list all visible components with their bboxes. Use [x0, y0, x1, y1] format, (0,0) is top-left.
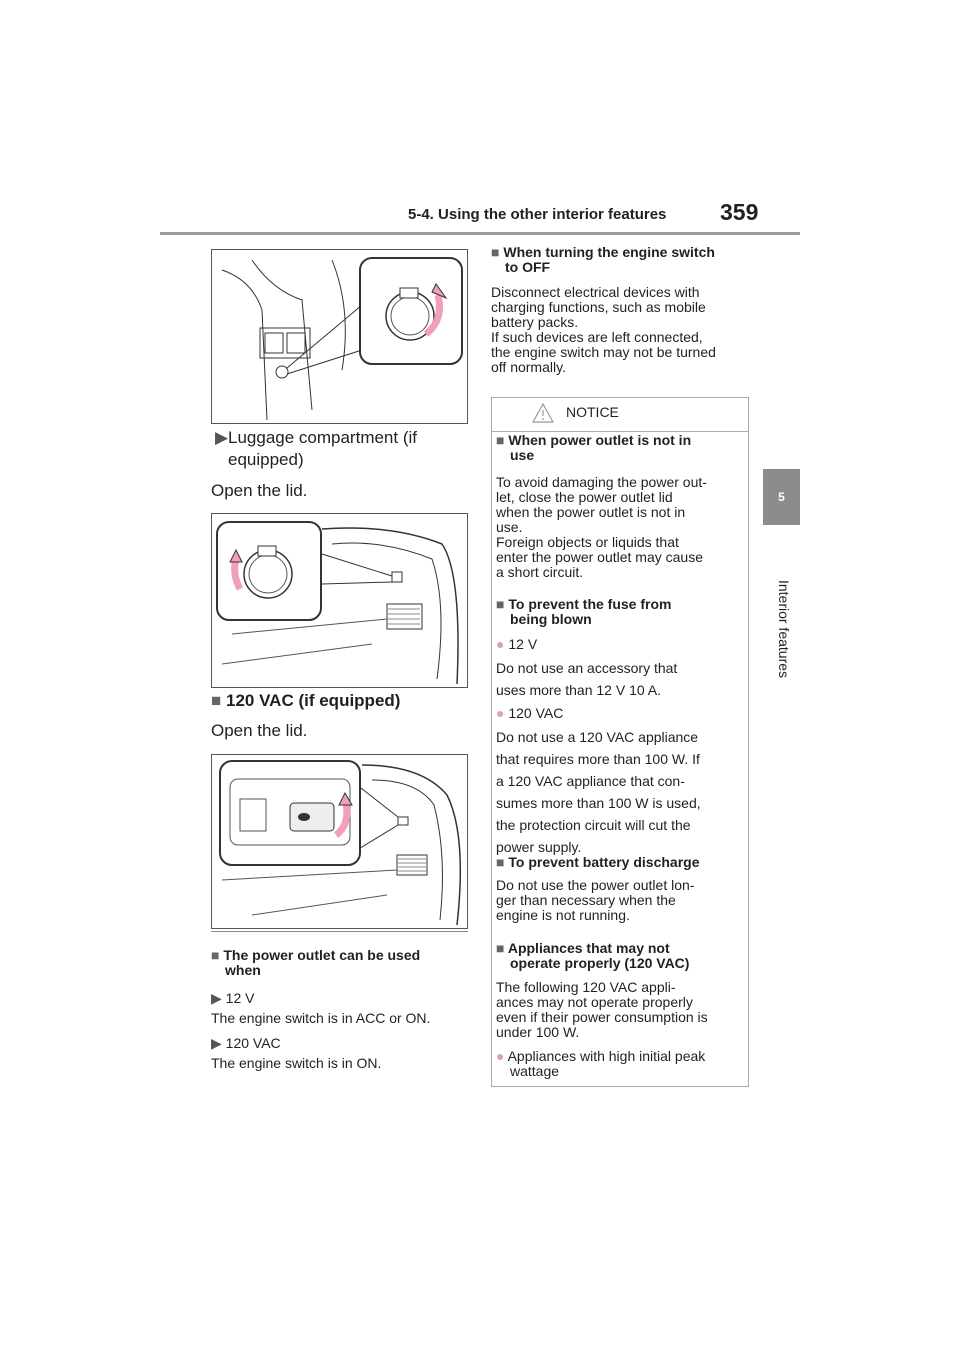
notice-s4-b1 [496, 1049, 705, 1079]
notice-s2-b2 [496, 706, 563, 721]
section-title: 5-4. Using the other interior features [408, 206, 667, 223]
notice-s1-heading-line2: use [510, 447, 535, 463]
text-line: Disconnect electrical devices with [491, 284, 700, 300]
usable-heading-line1: The power outlet can be used [223, 947, 421, 963]
header-rule [160, 232, 800, 235]
notice-s4-b1-line2: wattage [510, 1063, 560, 1079]
notice-s2-b1-label: 12 V [508, 636, 538, 652]
engine-off-heading [491, 245, 715, 275]
notice-s1-heading-line1: When power outlet is not in [508, 432, 692, 448]
luggage-heading-line2: equipped) [228, 450, 304, 469]
text-line: a short circuit. [496, 564, 584, 580]
square-bullet-icon: ■ [211, 947, 220, 963]
page-number: 359 [720, 199, 759, 225]
vac-item [211, 1036, 281, 1051]
vac-heading [211, 690, 400, 712]
warning-icon [532, 403, 554, 428]
square-bullet-icon: ■ [211, 691, 222, 710]
figure-rear-console-outlet [211, 249, 468, 424]
chapter-label: Interior features [776, 579, 792, 679]
text-line: If such devices are left connected, [491, 329, 703, 345]
text-line: sumes more than 100 W is used, [496, 795, 701, 811]
chapter-tab [763, 469, 800, 525]
circle-bullet-icon: ● [496, 705, 505, 721]
text-line: Do not use a 120 VAC appliance [496, 729, 699, 745]
text-line: battery packs. [491, 314, 579, 330]
chapter-number: 5 [778, 490, 785, 504]
luggage-heading [228, 427, 417, 471]
v12-text: The engine switch is in ACC or ON. [211, 1010, 431, 1026]
notice-s4-heading-line2: operate properly (120 VAC) [510, 955, 690, 971]
open-lid-text-1: Open the lid. [211, 481, 308, 500]
text-line: let, close the power outlet lid [496, 489, 673, 505]
text-line: even if their power consumption is [496, 1009, 708, 1025]
notice-s1-heading [496, 433, 691, 463]
notice-s2-b1 [496, 637, 537, 652]
text-line: that requires more than 100 W. If [496, 751, 700, 767]
notice-s4-heading-line1: Appliances that may not [507, 940, 670, 956]
square-bullet-icon: ■ [496, 596, 505, 612]
notice-s3-heading-text: To prevent battery discharge [508, 854, 700, 870]
notice-s1-text [496, 475, 707, 580]
notice-s2-heading [496, 597, 671, 627]
notice-s4-text [496, 980, 708, 1040]
text-line: Foreign objects or liquids that [496, 534, 679, 550]
square-bullet-icon: ■ [491, 244, 500, 260]
text-line: ger than necessary when the [496, 892, 676, 908]
notice-s4-heading [496, 941, 689, 971]
v12-label: 12 V [225, 990, 255, 1006]
circle-bullet-icon: ● [496, 1048, 505, 1064]
rear-console-illustration [212, 250, 467, 423]
text-line: use. [496, 519, 523, 535]
text-line: ances may not operate properly [496, 994, 693, 1010]
notice-s2-heading-line2: being blown [510, 611, 592, 627]
notice-s4-b1-line1: Appliances with high initial peak [507, 1048, 706, 1064]
vac-heading-text: 120 VAC (if equipped) [226, 691, 401, 710]
vac-illustration [212, 755, 467, 928]
triangle-bullet-icon: ▶ [211, 990, 222, 1006]
usable-heading-line2: when [225, 962, 261, 978]
text-line: when the power outlet is not in [496, 504, 686, 520]
figure-luggage-outlet [211, 513, 468, 688]
text-line: engine is not running. [496, 907, 630, 923]
vac-text: The engine switch is in ON. [211, 1055, 382, 1071]
vac-label: 120 VAC [225, 1035, 281, 1051]
notice-title: NOTICE [566, 404, 619, 420]
engine-off-heading-line1: When turning the engine switch [503, 244, 715, 260]
section-divider [211, 931, 468, 932]
circle-bullet-icon: ● [496, 636, 505, 652]
triangle-bullet-icon: ▶ [211, 1035, 222, 1051]
text-line: The following 120 VAC appli- [496, 979, 676, 995]
text-line: enter the power outlet may cause [496, 549, 704, 565]
figure-vac-outlet [211, 754, 468, 929]
square-bullet-icon: ■ [496, 940, 505, 956]
notice-s2-b1-text [496, 657, 677, 701]
engine-off-text [491, 285, 716, 375]
text-line: under 100 W. [496, 1024, 580, 1040]
square-bullet-icon: ■ [496, 854, 505, 870]
text-line: uses more than 12 V 10 A. [496, 682, 661, 698]
notice-s3-heading [496, 855, 700, 870]
text-line: power supply. [496, 839, 582, 855]
square-bullet-icon: ■ [496, 432, 505, 448]
text-line: a 120 VAC appliance that con- [496, 773, 685, 789]
engine-off-heading-line2: to OFF [505, 259, 551, 275]
v12-item [211, 991, 254, 1006]
usable-heading [211, 948, 420, 978]
text-line: the protection circuit will cut the [496, 817, 691, 833]
text-line: To avoid damaging the power out- [496, 474, 707, 490]
text-line: charging functions, such as mobile [491, 299, 706, 315]
triangle-bullet-icon: ▶ [215, 428, 229, 447]
text-line: Do not use an accessory that [496, 660, 678, 676]
luggage-illustration [212, 514, 467, 687]
notice-s2-b2-text [496, 726, 701, 858]
open-lid-text-2: Open the lid. [211, 721, 308, 740]
luggage-heading-line1: Luggage compartment (if [228, 428, 417, 447]
notice-s2-b2-label: 120 VAC [508, 705, 564, 721]
text-line: the engine switch may not be turned [491, 344, 716, 360]
text-line: Do not use the power outlet lon- [496, 877, 695, 893]
notice-s3-text [496, 878, 694, 923]
notice-s2-heading-line1: To prevent the fuse from [508, 596, 672, 612]
text-line: off normally. [491, 359, 566, 375]
